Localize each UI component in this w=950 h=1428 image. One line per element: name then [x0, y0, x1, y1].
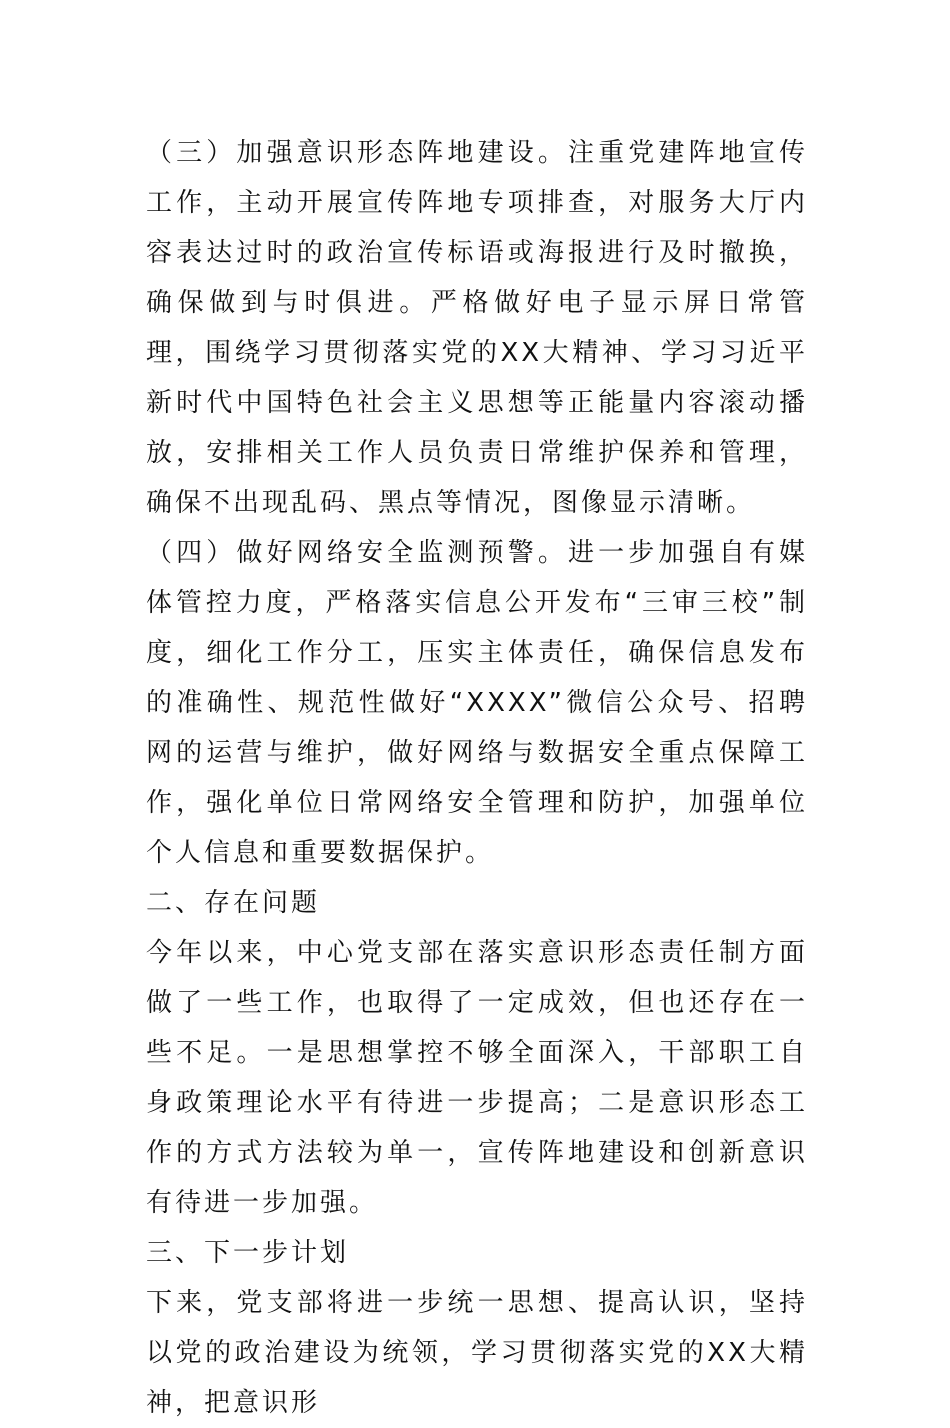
document-body — [146, 128, 808, 1428]
paragraph-next-plan: 下来，党支部将进一步统一思想、提高认识，坚持以党的政治建设为统领，学习贯彻落实党的XX大精神，把意识形 — [146, 1288, 808, 1418]
paragraph-network-security: （四）做好网络安全监测预警。进一步加强自有媒体管控力度，严格落实信息公开发布“三审三校”制度，细化工作分工，压实主体责任，确保信息发布的准确性、规范性做好“XXXX”微信公众号、招聘网的运营与维护，做好网络与数据安全重点保障工作，强化单位日常网络安全管理和防护，加强单位个人信息和重要数据保护。 — [146, 538, 808, 868]
paragraph-problems: 今年以来，中心党支部在落实意识形态责任制方面做了一些工作，也取得了一定成效，但也还存在一些不足。一是思想掌控不够全面深入，干部职工自身政策理论水平有待进一步提高；二是意识形态工作的方式方法较为单一，宣传阵地建设和创新意识有待进一步加强。 — [146, 938, 808, 1218]
section-heading-next-plan: 三、下一步计划 — [146, 1238, 350, 1268]
section-heading-problems: 二、存在问题 — [146, 888, 321, 918]
paragraph-ideology-position: （三）加强意识形态阵地建设。注重党建阵地宣传工作，主动开展宣传阵地专项排查，对服务大厅内容表达过时的政治宣传标语或海报进行及时撤换，确保做到与时俱进。严格做好电子显示屏日常管理，围绕学习贯彻落实党的XX大精神、学习习近平新时代中国特色社会主义思想等正能量内容滚动播放，安排相关工作人员负责日常维护保养和管理，确保不出现乱码、黑点等情况，图像显示清晰。 — [146, 138, 808, 518]
